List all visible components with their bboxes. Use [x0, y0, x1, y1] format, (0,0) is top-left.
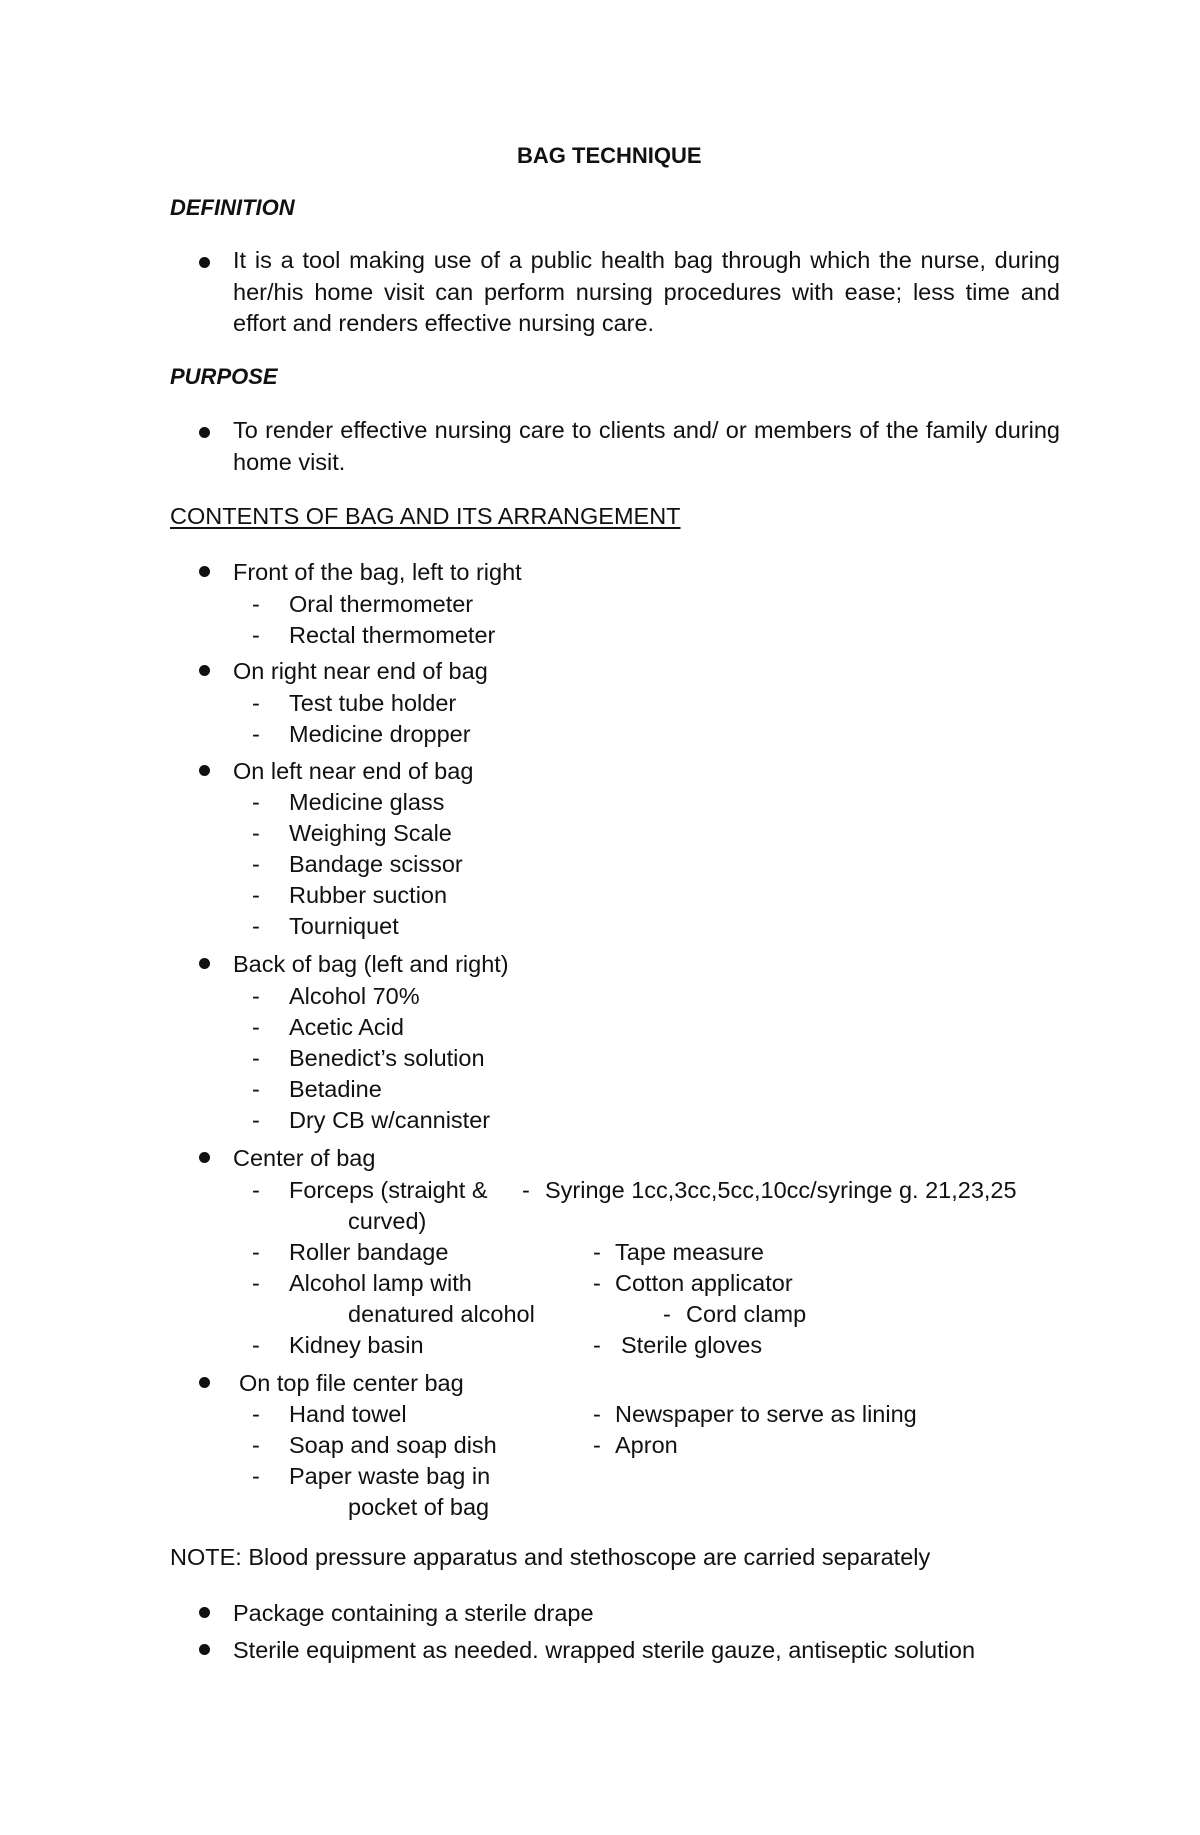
dash-marker: - — [252, 1239, 260, 1265]
list-item: Medicine glass — [289, 789, 445, 815]
list-item-continuation: pocket of bag — [348, 1494, 490, 1520]
bullet-icon — [199, 1644, 210, 1655]
dash-marker: - — [252, 882, 260, 908]
dash-marker: - — [522, 1177, 530, 1203]
list-item: Cotton applicator — [615, 1270, 793, 1296]
list-item: Benedict’s solution — [289, 1045, 485, 1071]
bullet-icon — [199, 665, 210, 676]
list-item: Forceps (straight & — [289, 1177, 488, 1203]
dash-marker: - — [252, 1177, 260, 1203]
dash-marker: - — [252, 1045, 260, 1071]
purpose-text: To render effective nursing care to clients and/ or members of the family during home visit. — [233, 417, 1060, 475]
list-item: Roller bandage — [289, 1239, 449, 1265]
right-end-label: On right near end of bag — [233, 658, 488, 684]
list-item: Rubber suction — [289, 882, 448, 908]
dash-marker: - — [252, 721, 260, 747]
dash-marker: - — [252, 1270, 260, 1296]
list-item: Betadine — [289, 1076, 382, 1102]
dash-marker: - — [663, 1301, 671, 1327]
list-item: Tourniquet — [289, 913, 399, 939]
dash-marker: - — [252, 913, 260, 939]
dash-marker: - — [252, 591, 260, 617]
dash-marker: - — [252, 851, 260, 877]
dash-marker: - — [252, 1401, 260, 1427]
bullet-icon — [199, 1152, 210, 1163]
bullet-icon — [199, 427, 210, 438]
note-text: NOTE: Blood pressure apparatus and stethoscope are carried separately — [170, 1544, 931, 1570]
list-item: Rectal thermometer — [289, 622, 496, 648]
dash-marker: - — [593, 1401, 601, 1427]
dash-marker: - — [593, 1239, 601, 1265]
list-item: Kidney basin — [289, 1332, 424, 1358]
list-item: Test tube holder — [289, 690, 457, 716]
list-item: Bandage scissor — [289, 851, 463, 877]
bullet-icon — [199, 1377, 210, 1388]
dash-marker: - — [252, 1463, 260, 1489]
list-item: Cord clamp — [686, 1301, 807, 1327]
note-item: Package containing a sterile drape — [233, 1600, 594, 1626]
contents-heading: CONTENTS OF BAG AND ITS ARRANGEMENT — [170, 503, 681, 529]
dash-marker: - — [593, 1432, 601, 1458]
dash-marker: - — [252, 622, 260, 648]
list-item: Apron — [615, 1432, 678, 1458]
list-item: Oral thermometer — [289, 591, 474, 617]
dash-marker: - — [593, 1270, 601, 1296]
bullet-icon — [199, 958, 210, 969]
document-title: BAG TECHNIQUE — [517, 143, 702, 168]
dash-marker: - — [252, 983, 260, 1009]
dash-marker: - — [252, 1107, 260, 1133]
definition-text: It is a tool making use of a public health bag through which the nurse, during her/his home visit can perform nursing procedures with ease; less time and effort and renders effective nursing care. — [233, 247, 1060, 337]
list-item: Weighing Scale — [289, 820, 452, 846]
dash-marker: - — [252, 1332, 260, 1358]
list-item: Paper waste bag in — [289, 1463, 491, 1489]
center-label: Center of bag — [233, 1145, 376, 1171]
list-item: Medicine dropper — [289, 721, 471, 747]
list-item: Soap and soap dish — [289, 1432, 497, 1458]
bullet-icon — [199, 566, 210, 577]
front-label: Front of the bag, left to right — [233, 559, 522, 585]
list-item: Sterile gloves — [621, 1332, 763, 1358]
list-item-continuation: curved) — [348, 1208, 427, 1234]
bullet-icon — [199, 765, 210, 776]
list-item: Hand towel — [289, 1401, 407, 1427]
definition-heading: DEFINITION — [170, 195, 295, 220]
dash-marker: - — [252, 690, 260, 716]
purpose-heading: PURPOSE — [170, 364, 278, 389]
list-item: Alcohol lamp with — [289, 1270, 472, 1296]
dash-marker: - — [252, 1432, 260, 1458]
dash-marker: - — [252, 1014, 260, 1040]
dash-marker: - — [252, 820, 260, 846]
list-item: Dry CB w/cannister — [289, 1107, 491, 1133]
dash-marker: - — [252, 1076, 260, 1102]
dash-marker: - — [252, 789, 260, 815]
note-item: Sterile equipment as needed. wrapped sterile gauze, antiseptic solution — [233, 1637, 976, 1663]
list-item: Tape measure — [615, 1239, 764, 1265]
dash-marker: - — [593, 1332, 601, 1358]
bullet-icon — [199, 1607, 210, 1618]
list-item: Acetic Acid — [289, 1014, 404, 1040]
list-item-continuation: denatured alcohol — [348, 1301, 535, 1327]
list-item: Newspaper to serve as lining — [615, 1401, 917, 1427]
list-item: Alcohol 70% — [289, 983, 420, 1009]
top-label: On top file center bag — [239, 1370, 464, 1396]
list-item: Syringe 1cc,3cc,5cc,10cc/syringe g. 21,23,25 — [545, 1177, 1017, 1203]
back-label: Back of bag (left and right) — [233, 951, 509, 977]
left-end-label: On left near end of bag — [233, 758, 474, 784]
bullet-icon — [199, 257, 210, 268]
